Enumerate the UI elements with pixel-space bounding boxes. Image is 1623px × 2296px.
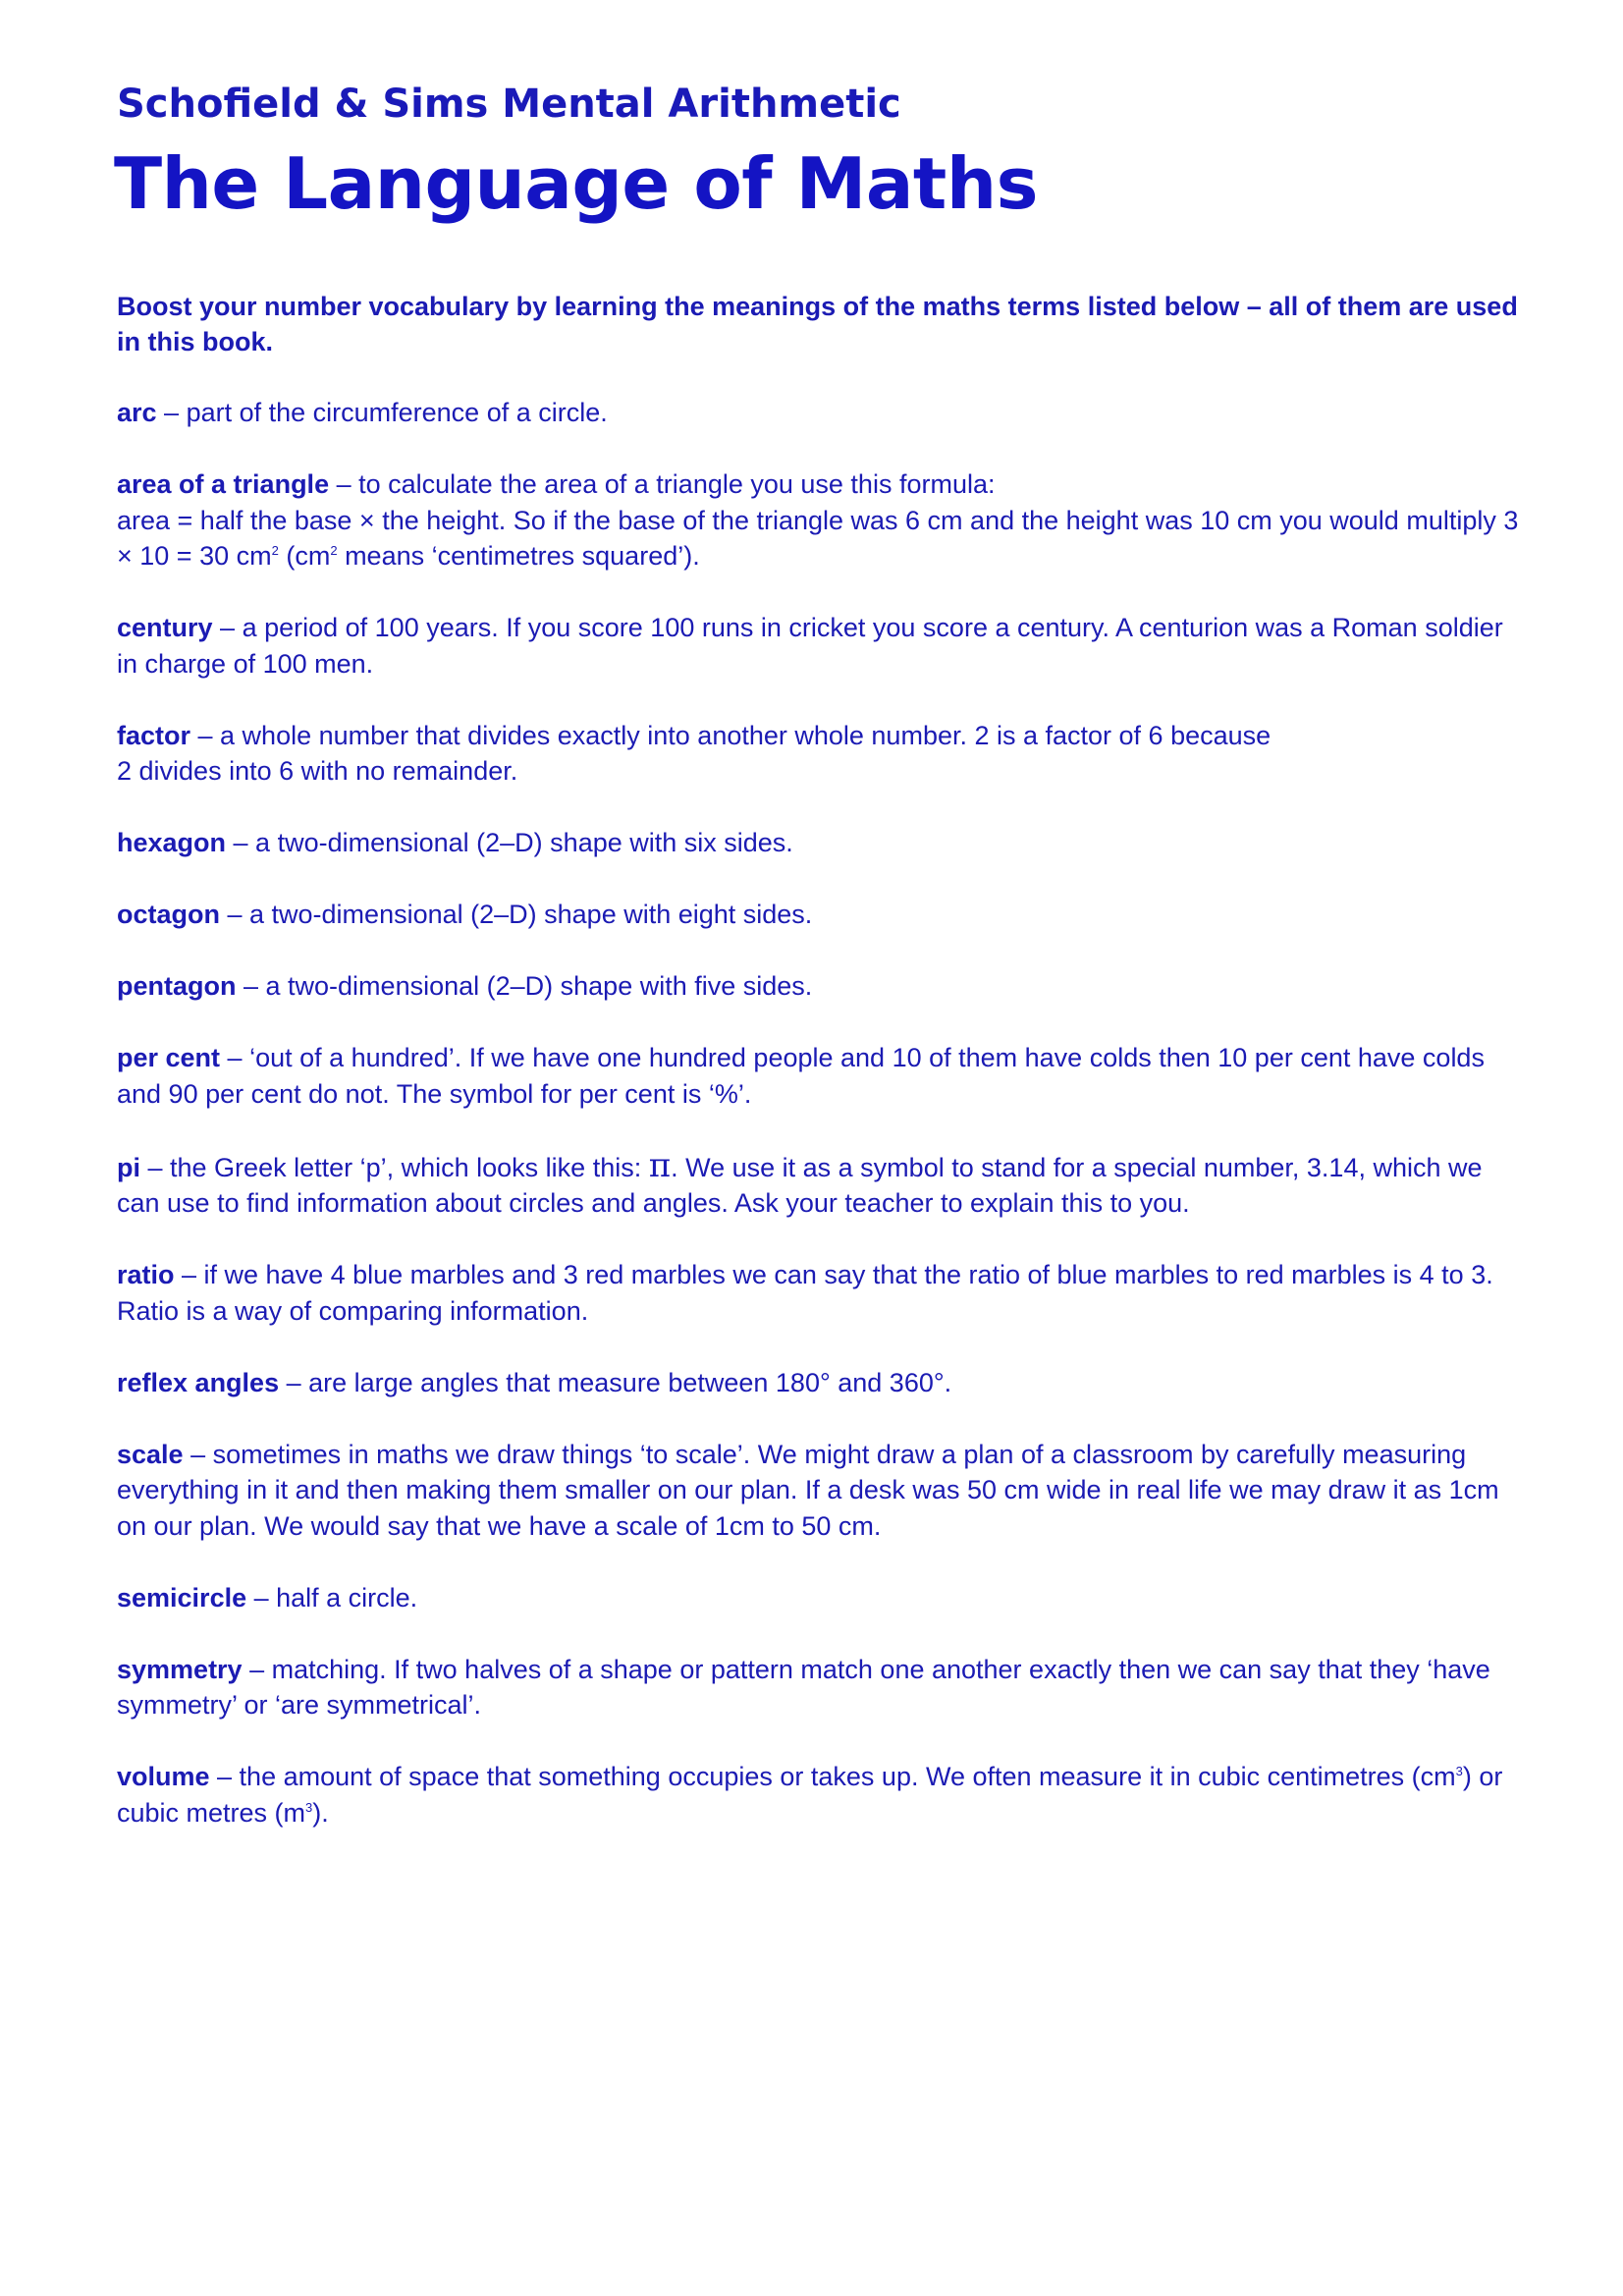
- definition: – to calculate the area of a triangle you use this formula:: [329, 469, 996, 499]
- glossary-entry-scale: [117, 1437, 1531, 1545]
- definition: – part of the circumference of a circle.: [156, 398, 608, 427]
- definition-note-end: means ‘centimetres squared’).: [337, 541, 700, 571]
- definition-end: ).: [312, 1797, 329, 1828]
- glossary-entry-symmetry: [117, 1652, 1531, 1723]
- term: century: [117, 613, 213, 642]
- definition-cont: . We use it as a symbol to stand for a special number, 3.14, which we can use to find information about circles and angles. Ask your teacher to explain this to you.: [117, 1152, 1483, 1218]
- term: pentagon: [117, 971, 237, 1001]
- glossary-entry-reflex-angles: [117, 1365, 1531, 1401]
- term: volume: [117, 1762, 210, 1791]
- term: factor: [117, 720, 191, 750]
- glossary-entry-semicircle: [117, 1580, 1531, 1616]
- glossary-entry-arc: [117, 395, 1531, 431]
- term: semicircle: [117, 1582, 247, 1613]
- glossary-entry-octagon: [117, 897, 1531, 933]
- definition: – a period of 100 years. If you score 100 runs in cricket you score a century. A centurion was a Roman soldier in charge of 100 men.: [117, 613, 1503, 679]
- definition-cont: ) or cubic metres (m: [117, 1762, 1503, 1828]
- superscript: 3: [305, 1799, 313, 1815]
- definition: – ‘out of a hundred’. If we have one hundred people and 10 of them have colds then 10 per cent have colds and 90 per cent do not. The symbol for per cent is ‘%’.: [117, 1043, 1485, 1109]
- definition: – sometimes in maths we draw things ‘to scale’. We might draw a plan of a classroom by carefully measuring everything in it and then making them smaller on our plan. If a desk was 50 cm wide in real life we may draw it as 1cm on our plan. We would say that we have a scale of 1cm to 50 cm.: [117, 1439, 1499, 1541]
- page-title: The Language of Maths: [114, 142, 1038, 225]
- series-title: Schofield & Sims Mental Arithmetic: [117, 82, 901, 127]
- term: hexagon: [117, 828, 227, 857]
- definition: – a two-dimensional (2–D) shape with six sides.: [226, 828, 793, 857]
- glossary-entry-factor: [117, 718, 1531, 790]
- glossary-entry-per-cent: [117, 1040, 1531, 1112]
- term: reflex angles: [117, 1367, 280, 1397]
- glossary-entry-pentagon: [117, 968, 1531, 1005]
- definition-line-2: 2 divides into 6 with no remainder.: [117, 756, 518, 786]
- glossary-entry-ratio: [117, 1257, 1531, 1329]
- definition: – if we have 4 blue marbles and 3 red marbles we can say that the ratio of blue marbles to red marbles is 4 to 3. Ratio is a way of comparing information.: [117, 1260, 1493, 1326]
- definition: – matching. If two halves of a shape or pattern match one another exactly then we can say that they ‘have symmetry’ or ‘are symmetrical’.: [117, 1654, 1490, 1720]
- definition: – a two-dimensional (2–D) shape with eight sides.: [220, 900, 813, 929]
- term: scale: [117, 1439, 184, 1469]
- term: area of a triangle: [117, 469, 330, 499]
- term: arc: [117, 398, 157, 427]
- glossary-list: [117, 395, 1531, 1831]
- term: ratio: [117, 1260, 175, 1289]
- term: octagon: [117, 900, 220, 929]
- glossary-entry-pi: [117, 1145, 1531, 1222]
- glossary-entry-area-of-a-triangle: [117, 466, 1531, 574]
- definition: – are large angles that measure between 180° and 360°.: [279, 1367, 952, 1397]
- glossary-entry-hexagon: [117, 825, 1531, 861]
- document-page: [114, 77, 1531, 1867]
- definition: – the Greek letter ‘p’, which looks like this:: [140, 1152, 649, 1182]
- definition-formula: area = half the base × the height. So if the base of the triangle was 6 cm and the height was 10 cm you would multiply 3 × 10 = 30 cm: [117, 505, 1519, 571]
- term: symmetry: [117, 1654, 243, 1684]
- term: per cent: [117, 1043, 221, 1072]
- superscript: 2: [330, 543, 338, 558]
- intro-paragraph: Boost your number vocabulary by learning the meanings of the maths terms listed below – all of them are used in this book.: [117, 292, 1518, 356]
- term: pi: [117, 1152, 140, 1182]
- pi-symbol: π: [648, 1145, 672, 1185]
- definition: – a two-dimensional (2–D) shape with five sides.: [236, 971, 813, 1001]
- superscript: 3: [1455, 1764, 1463, 1778]
- definition-note: (cm: [278, 541, 331, 571]
- definition: – the amount of space that something occupies or takes up. We often measure it in cubic centimetres (cm: [209, 1762, 1456, 1791]
- glossary-entry-volume: [117, 1759, 1531, 1831]
- glossary-entry-century: [117, 610, 1531, 682]
- definition: – half a circle.: [246, 1582, 418, 1613]
- superscript: 2: [271, 543, 279, 558]
- definition: – a whole number that divides exactly into another whole number. 2 is a factor of 6 because: [190, 720, 1271, 750]
